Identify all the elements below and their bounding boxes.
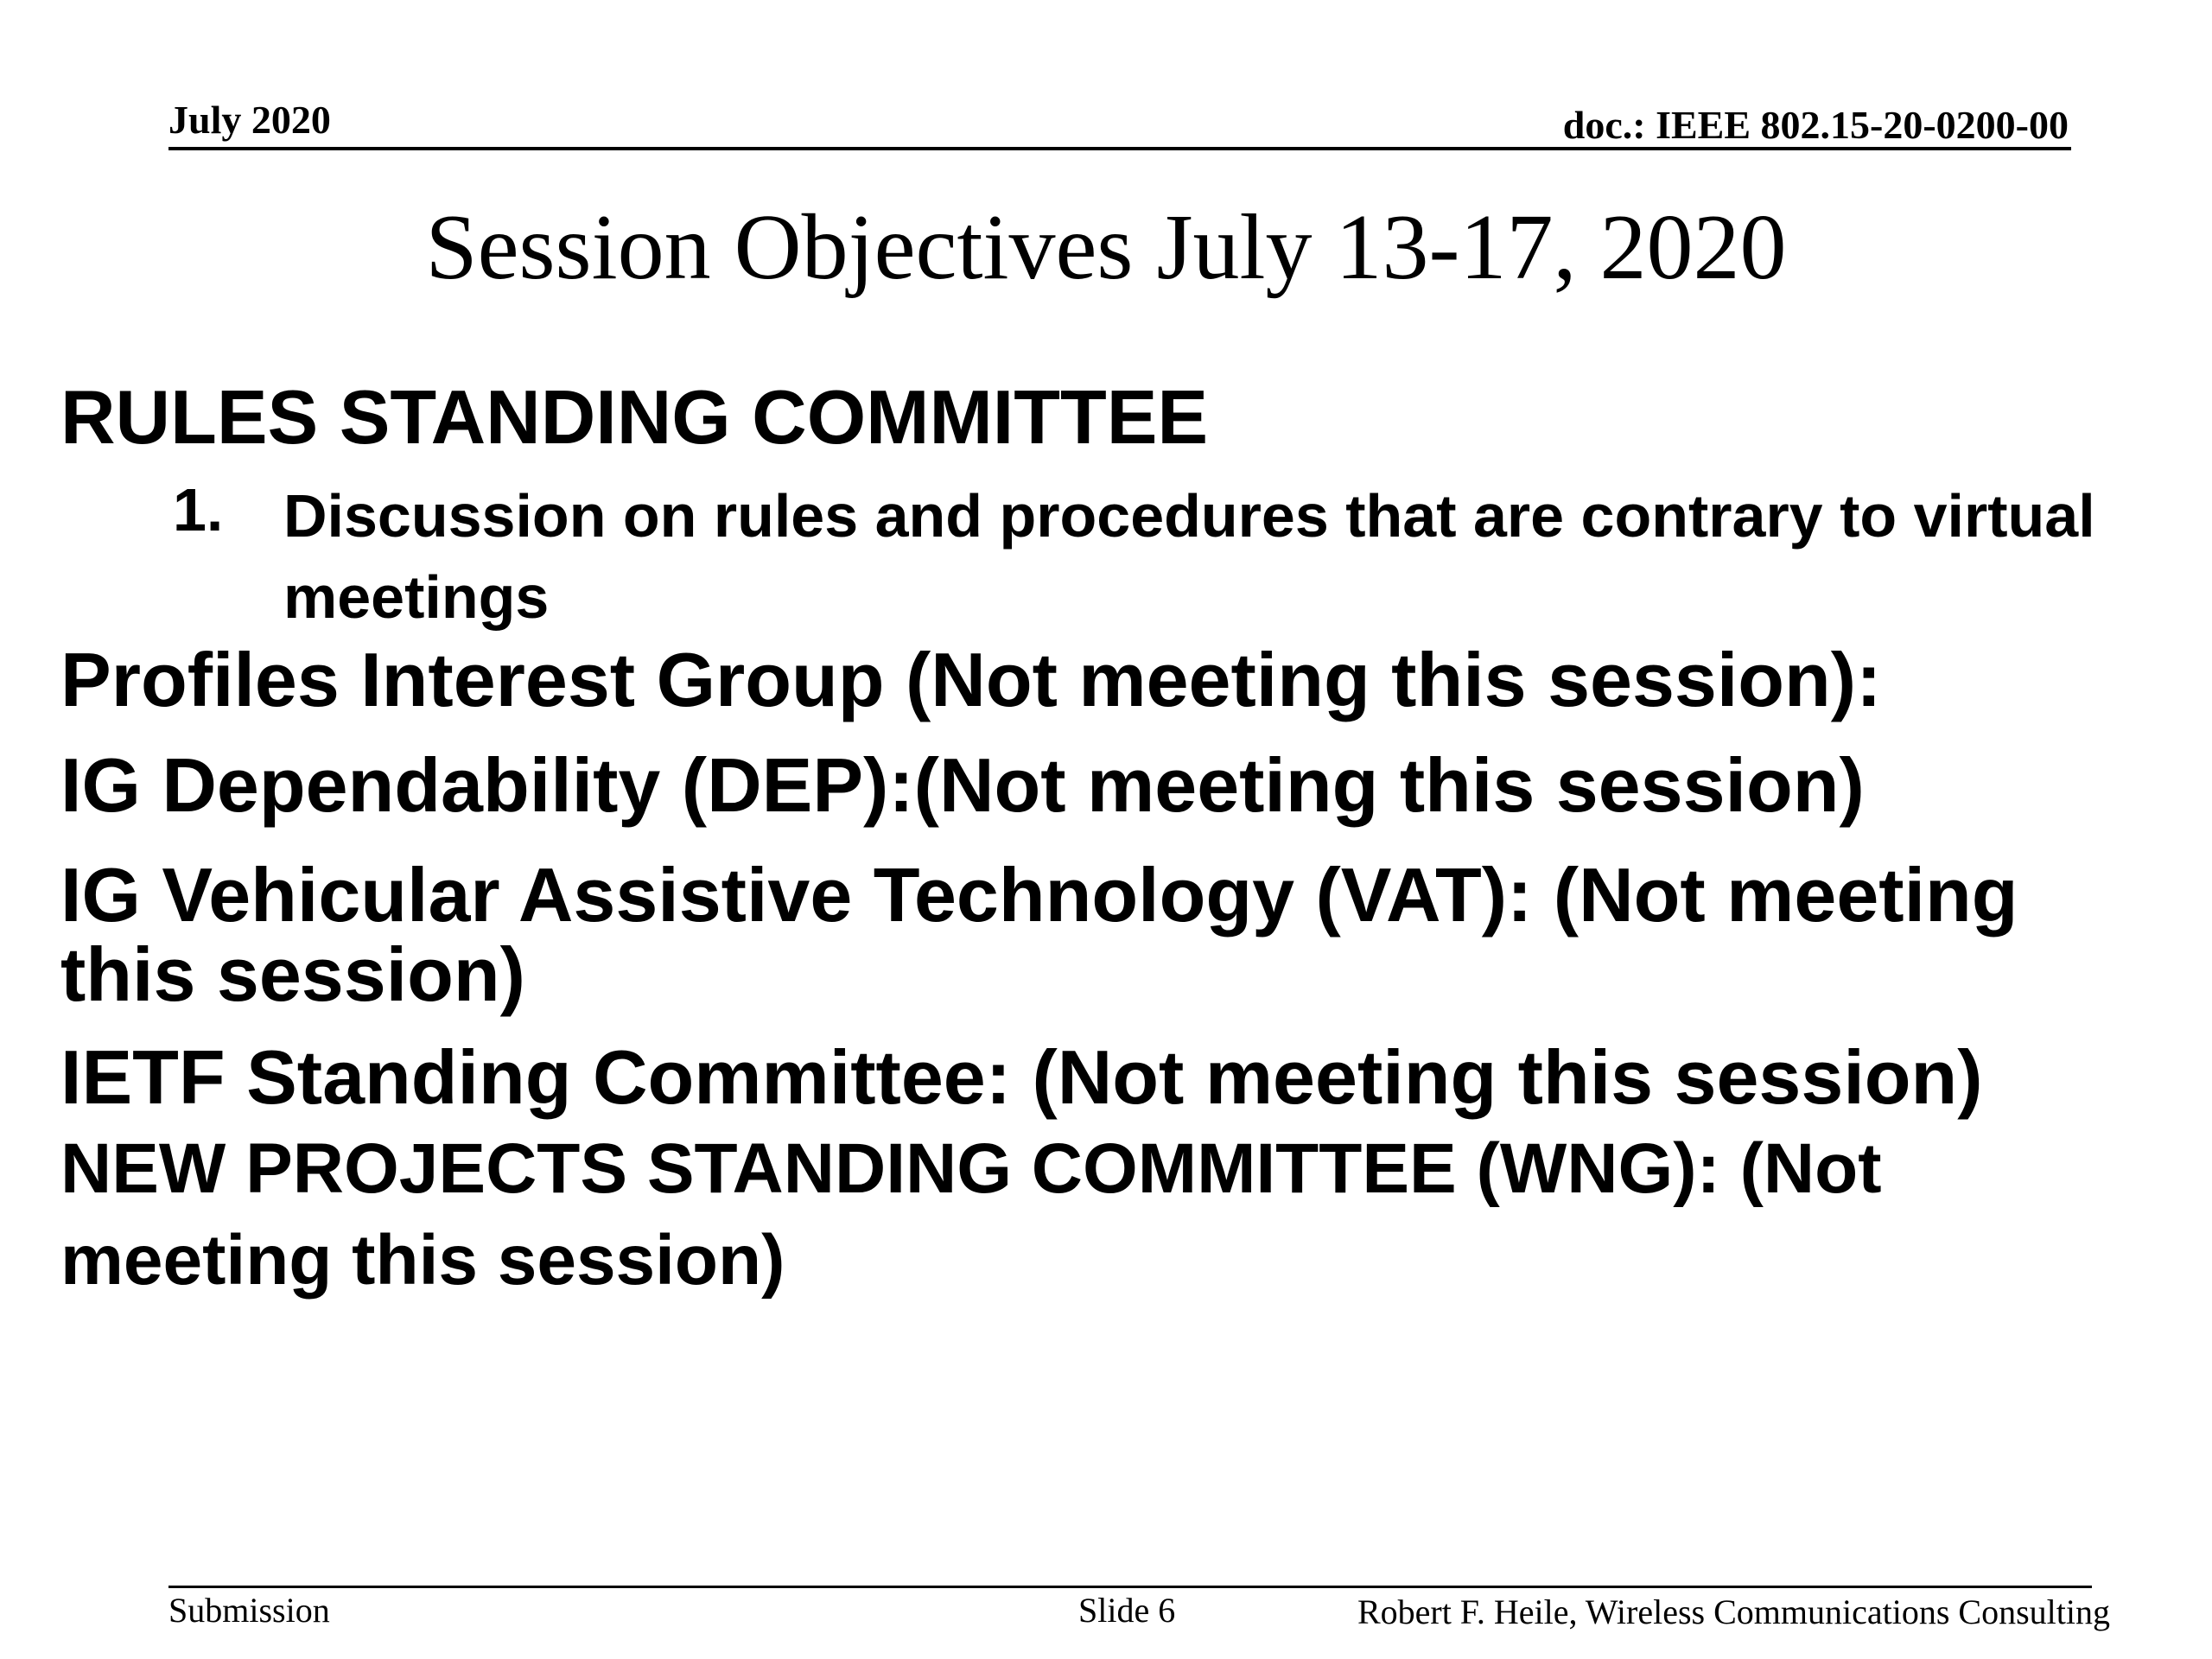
ietf-line: IETF Standing Committee: (Not meeting this session) xyxy=(60,1034,1983,1120)
rules-item-number: 1. xyxy=(173,476,224,543)
footer-author: Robert F. Heile, Wireless Communications Consulting xyxy=(1357,1592,2110,1631)
slide-title: Session Objectives July 13-17, 2020 xyxy=(425,196,1787,299)
header-divider xyxy=(168,147,2071,150)
new-projects-line: NEW PROJECTS STANDING COMMITTEE (WNG): (Not meeting this session) xyxy=(60,1129,1882,1300)
footer-submission: Submission xyxy=(168,1591,330,1630)
rules-item-text: Discussion on rules and procedures that are contrary to virtual meetings xyxy=(283,482,2095,631)
footer-slide-number: Slide 6 xyxy=(1078,1591,1176,1630)
footer-divider xyxy=(168,1586,2092,1588)
ig-dep-line: IG Dependability (DEP):(Not meeting this session) xyxy=(60,742,1865,828)
header-date: July 2020 xyxy=(168,98,331,142)
ig-vat-line: IG Vehicular Assistive Technology (VAT): (Not meeting this session) xyxy=(60,852,2018,1017)
profiles-ig-line: Profiles Interest Group (Not meeting this session): xyxy=(60,637,1882,722)
header-doc-id: doc.: IEEE 802.15-20-0200-00 xyxy=(1562,103,2069,147)
rules-committee-heading: RULES STANDING COMMITTEE xyxy=(60,374,1209,460)
